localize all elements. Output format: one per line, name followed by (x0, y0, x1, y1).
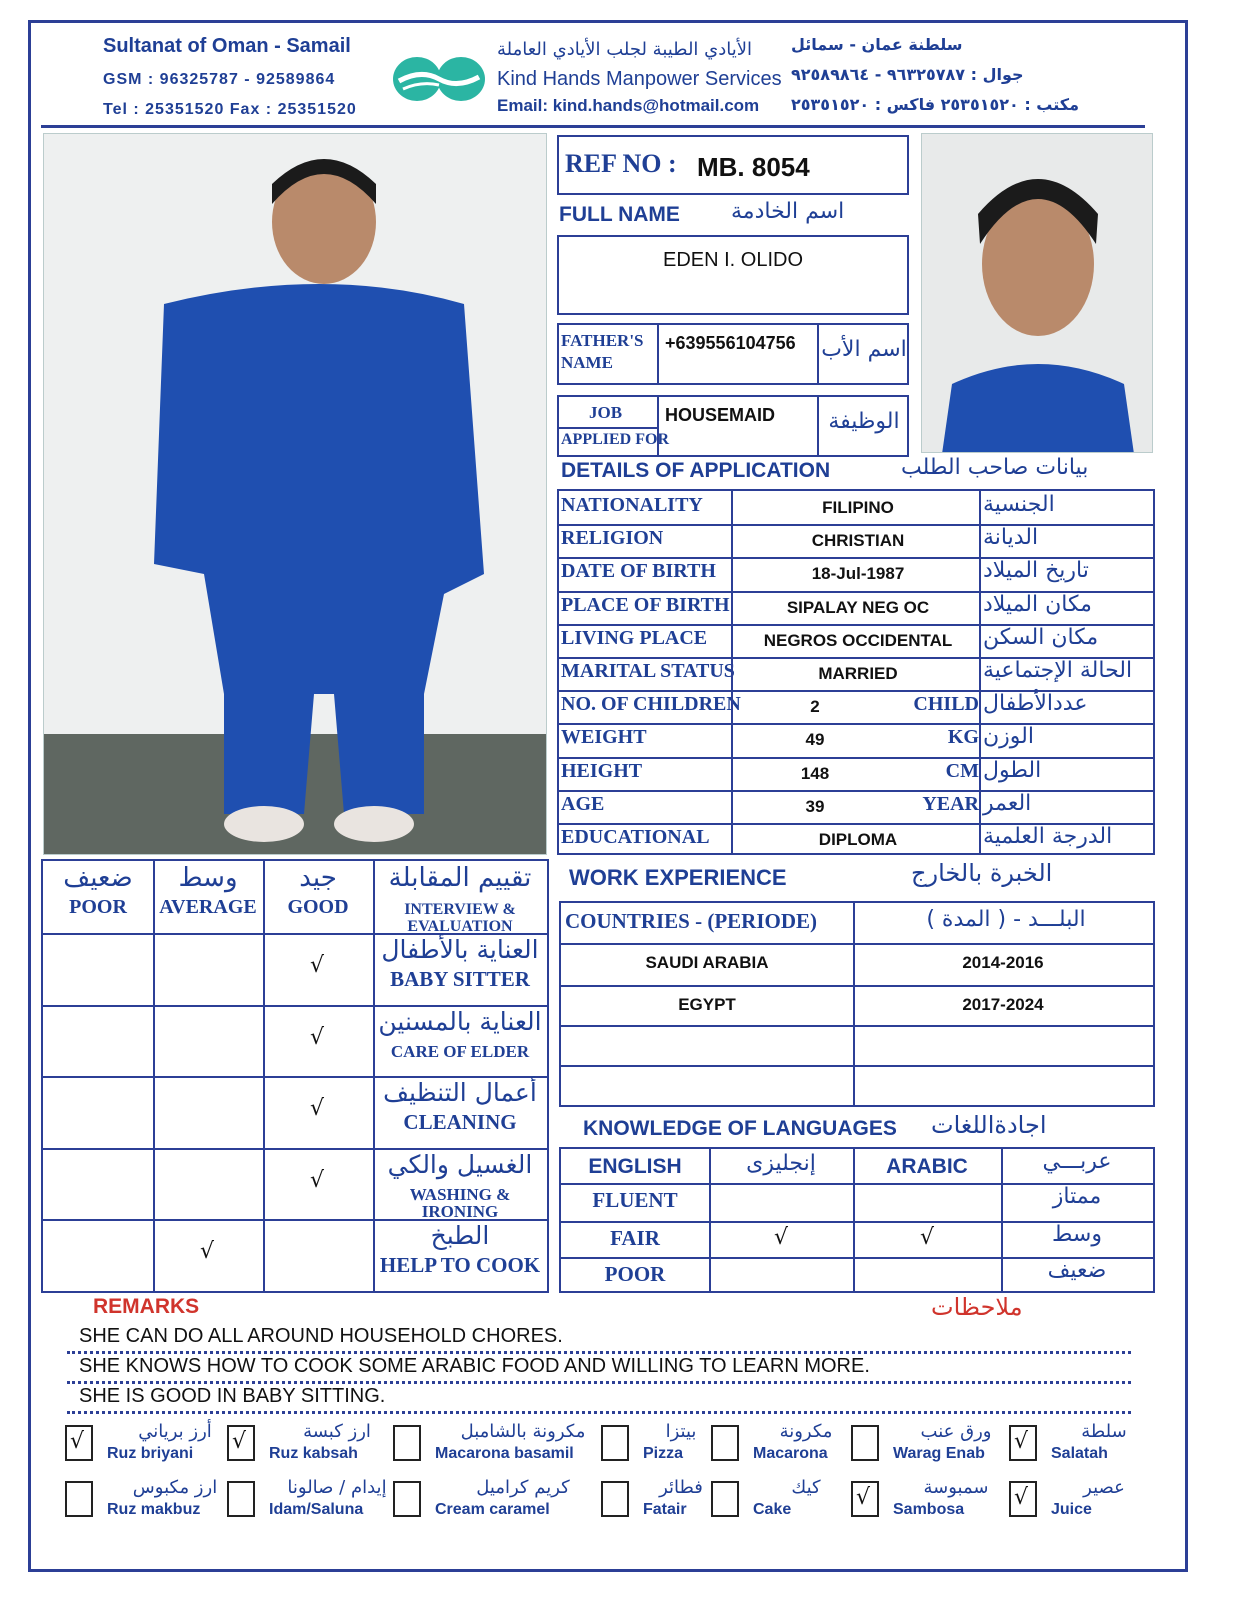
work-row-divider (561, 1025, 1153, 1027)
eval-header-en: GOOD (287, 896, 349, 918)
food-name-en: Macarona basamil (435, 1445, 574, 1462)
detail-label: DATE OF BIRTH (561, 560, 716, 583)
eval-header-ar: جيد (299, 863, 337, 893)
eval-header-en: INTERVIEW & EVALUATION (404, 901, 516, 935)
father-label-1: FATHER'S (561, 331, 644, 350)
evaluation-table (41, 859, 549, 1293)
work-row-divider (561, 943, 1153, 945)
food-checkbox[interactable] (711, 1425, 739, 1461)
eval-row-ar: أعمال التنظيف (383, 1078, 537, 1108)
header-ar-line2: جوال : ٩٦٣٢٥٧٨٧ - ٩٢٥٨٩٨٦٤ (791, 65, 1024, 84)
eval-header-ar: ضعيف (63, 863, 133, 893)
detail-label-ar: الوزن (983, 724, 1034, 750)
job-value: HOUSEMAID (665, 405, 776, 425)
details-title-ar: بيانات صاحب الطلب (901, 455, 1089, 480)
ref-value: MB. 8054 (697, 152, 810, 182)
hands-logo-icon (391, 51, 487, 107)
food-name-en: Salatah (1051, 1445, 1108, 1462)
detail-value: 2 (810, 697, 820, 717)
father-divider-1 (657, 325, 659, 383)
father-label-2: NAME (561, 353, 613, 372)
full-body-photo (43, 133, 547, 855)
detail-value: MARRIED (818, 664, 898, 683)
father-divider-2 (817, 325, 819, 383)
detail-label-ar: الحالة الإجتماعية (983, 658, 1133, 683)
detail-unit: CM (945, 759, 979, 782)
food-check-mark: √ (1014, 1429, 1029, 1454)
work-head-ar: البلـــد - ( المدة ) (926, 907, 1086, 932)
eval-row-ar: الطبخ (430, 1221, 490, 1251)
food-checkbox[interactable] (65, 1481, 93, 1517)
food-name-ar: فطائر (659, 1477, 703, 1498)
remarks-title: REMARKS (93, 1295, 200, 1318)
job-divider-1 (657, 397, 659, 455)
detail-value: 39 (805, 796, 825, 816)
header-divider (41, 125, 1145, 128)
detail-value: 49 (805, 730, 825, 750)
food-name-en: Sambosa (893, 1501, 965, 1518)
detail-label: NATIONALITY (561, 494, 703, 516)
food-checkbox[interactable] (393, 1425, 421, 1461)
job-label-2: APPLIED FOR (561, 431, 669, 448)
detail-label-ar: الطول (983, 757, 1042, 783)
ref-label: REF NO : (565, 149, 677, 178)
detail-value: FILIPINO (822, 498, 894, 517)
eval-header-ar: تقييم المقابلة (388, 863, 532, 893)
eval-check-mark: √ (310, 1167, 325, 1193)
work-table (559, 901, 1155, 1107)
work-title-ar: الخبرة بالخارج (911, 859, 1053, 887)
detail-label: LIVING PLACE (561, 626, 708, 649)
food-checkbox[interactable] (601, 1481, 629, 1517)
father-box (557, 323, 909, 385)
eval-row-en: BABY SITTER (390, 967, 530, 991)
detail-label: HEIGHT (561, 759, 643, 782)
food-name-en: Pizza (643, 1445, 684, 1462)
detail-value: 148 (800, 763, 830, 783)
eval-row-en: WASHING & IRONING (409, 1184, 511, 1221)
food-name-en: Ruz kabsah (269, 1445, 358, 1462)
work-row-divider (561, 985, 1153, 987)
portrait-photo (921, 133, 1153, 453)
application-form (28, 20, 1188, 1572)
work-head-en: COUNTRIES - (PERIODE) (565, 909, 818, 933)
company-name-en: Kind Hands Manpower Services (497, 68, 782, 90)
lang-level-en: FAIR (610, 1226, 660, 1250)
details-table (557, 489, 1155, 855)
lang-arabic-mark: √ (919, 1225, 935, 1250)
food-name-ar: إيدام / صالونا (287, 1477, 387, 1498)
remark-line: SHE CAN DO ALL AROUND HOUSEHOLD CHORES. (79, 1325, 563, 1347)
food-checkbox[interactable] (393, 1481, 421, 1517)
eval-row-ar: الغسيل والكي (387, 1149, 533, 1179)
food-name-ar: بيتزا (665, 1421, 697, 1442)
eval-row-en: HELP TO COOK (379, 1253, 541, 1278)
languages-table (559, 1147, 1155, 1293)
food-check-mark: √ (232, 1429, 247, 1454)
father-value: +639556104756 (665, 333, 796, 353)
remark-dotted-line (67, 1351, 1131, 1354)
lang-arabic: ARABIC (886, 1155, 968, 1178)
detail-label-ar: تاريخ الميلاد (983, 558, 1089, 584)
remark-dotted-line (67, 1411, 1131, 1414)
food-checkbox[interactable] (227, 1481, 255, 1517)
work-title: WORK EXPERIENCE (569, 865, 787, 890)
lang-level-ar: ممتاز (1052, 1184, 1102, 1209)
food-check-mark: √ (1014, 1485, 1029, 1510)
eval-header-en: AVERAGE (159, 896, 257, 918)
food-name-en: Fatair (643, 1501, 687, 1518)
remark-dotted-line (67, 1381, 1131, 1384)
food-name-ar: سمبوسة (923, 1477, 989, 1498)
food-checkbox[interactable] (711, 1481, 739, 1517)
lang-level-en: FLUENT (592, 1188, 678, 1212)
eval-row-en: CLEANING (403, 1110, 517, 1135)
eval-check-mark: √ (310, 1096, 325, 1122)
detail-label: WEIGHT (561, 726, 647, 749)
detail-label-ar: الدرجة العلمية (983, 824, 1113, 849)
eval-header-ar: وسط (178, 863, 238, 893)
detail-label-ar: مكان السكن (983, 624, 1099, 650)
eval-header-en: POOR (69, 896, 127, 918)
full-name-label-ar: اسم الخادمة (731, 199, 845, 224)
work-country: EGYPT (678, 995, 736, 1014)
lang-level-ar: ضعيف (1047, 1258, 1107, 1283)
food-name-ar: سلطة (1081, 1421, 1127, 1442)
detail-value: DIPLOMA (818, 830, 898, 849)
eval-row-ar: العناية بالأطفال (381, 935, 539, 964)
remarks-title-ar: ملاحظات (931, 1293, 1023, 1321)
work-row-divider (561, 1065, 1153, 1067)
languages-title-ar: اجادةاللغات (931, 1111, 1047, 1139)
detail-unit: KG (947, 726, 979, 749)
work-period: 2017-2024 (962, 995, 1044, 1014)
lang-level-en: POOR (604, 1262, 666, 1286)
food-name-ar: ارز مكبوس (132, 1477, 218, 1498)
ref-box (557, 135, 909, 195)
full-name-label: FULL NAME (559, 203, 680, 226)
header-en-line2: GSM : 96325787 - 92589864 (103, 71, 336, 88)
food-name-en: Warag Enab (893, 1445, 985, 1462)
food-name-ar: عصير (1083, 1477, 1125, 1498)
detail-value: SIPALAY NEG OC (786, 597, 930, 617)
detail-unit: YEAR (922, 792, 979, 815)
detail-label-ar: الديانة (983, 525, 1039, 551)
food-name-en: Cake (753, 1501, 792, 1518)
food-name-en: Idam/Saluna (269, 1501, 364, 1518)
food-name-en: Macarona (753, 1445, 828, 1462)
header-ar-line1: سلطنة عمان - سمائل (791, 35, 963, 54)
lang-arabic-ar: عربـــي (1042, 1149, 1112, 1174)
eval-check-mark: √ (310, 1024, 325, 1050)
company-name-ar: الأيادي الطيبة لجلب الأيادي العاملة (497, 39, 753, 60)
job-label-1: JOB (589, 403, 623, 422)
food-check-mark: √ (856, 1485, 871, 1510)
header-en-line1: Sultanat of Oman - Samail (103, 35, 351, 57)
food-name-en: Juice (1051, 1501, 1092, 1518)
languages-title: KNOWLEDGE OF LANGUAGES (583, 1117, 897, 1140)
food-name-ar: مكرونة بالشامبل (460, 1421, 586, 1442)
header-en-line3: Tel : 25351520 Fax : 25351520 (103, 101, 357, 118)
full-name-value: EDEN I. OLIDO (662, 249, 804, 271)
job-label-ar: الوظيفة (828, 409, 900, 434)
food-check-mark: √ (70, 1429, 85, 1454)
food-name-en: Ruz makbuz (107, 1501, 201, 1518)
details-col-divider-1 (731, 491, 733, 853)
food-name-ar: أرز برياني (138, 1421, 212, 1442)
work-country: SAUDI ARABIA (645, 953, 769, 972)
detail-label: EDUCATIONAL (561, 826, 710, 848)
detail-label-ar: عددالأطفال (983, 691, 1088, 717)
lang-english-mark: √ (773, 1225, 789, 1250)
food-name-ar: كيك (791, 1477, 821, 1498)
detail-value: 18-Jul-1987 (811, 564, 905, 584)
eval-check-mark: √ (310, 953, 325, 978)
detail-unit: CHILD (913, 693, 979, 716)
eval-check-mark: √ (200, 1239, 215, 1265)
detail-label-ar: الجنسية (983, 492, 1055, 517)
full-name-box (557, 235, 909, 315)
detail-label-ar: مكان الميلاد (983, 591, 1092, 617)
lang-english: ENGLISH (588, 1155, 682, 1178)
lang-english-ar: إنجليزى (746, 1151, 816, 1176)
remark-line: SHE IS GOOD IN BABY SITTING. (79, 1385, 386, 1407)
remark-line: SHE KNOWS HOW TO COOK SOME ARABIC FOOD AND WILLING TO LEARN MORE. (79, 1355, 870, 1377)
details-title: DETAILS OF APPLICATION (561, 459, 831, 482)
food-name-ar: ورق عنب (920, 1421, 992, 1442)
eval-row-ar: العناية بالمسنين (378, 1006, 542, 1036)
detail-label: PLACE OF BIRTH (561, 593, 730, 616)
eval-row-en: CARE OF ELDER (390, 1041, 530, 1061)
job-label-divider (559, 427, 657, 429)
food-name-ar: مكرونة (779, 1421, 833, 1442)
work-period: 2014-2016 (962, 953, 1044, 972)
food-name-en: Ruz briyani (107, 1445, 194, 1462)
detail-label: AGE (561, 792, 605, 815)
job-box (557, 395, 909, 457)
detail-value: NEGROS OCCIDENTAL (763, 630, 953, 650)
detail-label: MARITAL STATUS (561, 660, 735, 682)
father-label-ar: اسم الأب (821, 337, 907, 362)
detail-value: CHRISTIAN (811, 531, 905, 551)
food-name-en: Cream caramel (435, 1501, 550, 1518)
lang-level-ar: وسط (1052, 1222, 1102, 1247)
header-ar-line3: مكتب : ٢٥٣٥١٥٢٠ فاكس : ٢٥٣٥١٥٢٠ (791, 95, 1079, 114)
detail-label: RELIGION (561, 527, 664, 550)
job-divider-2 (817, 397, 819, 455)
food-checkbox[interactable] (851, 1425, 879, 1461)
food-checkbox[interactable] (601, 1425, 629, 1461)
company-email: Email: kind.hands@hotmail.com (497, 96, 760, 115)
details-col-divider-2 (979, 491, 981, 853)
detail-label-ar: العمر (983, 790, 1032, 816)
detail-label: NO. OF CHILDREN (561, 693, 741, 716)
food-name-ar: كريم كراميل (476, 1477, 570, 1498)
food-name-ar: ارز كبسة (303, 1421, 371, 1442)
